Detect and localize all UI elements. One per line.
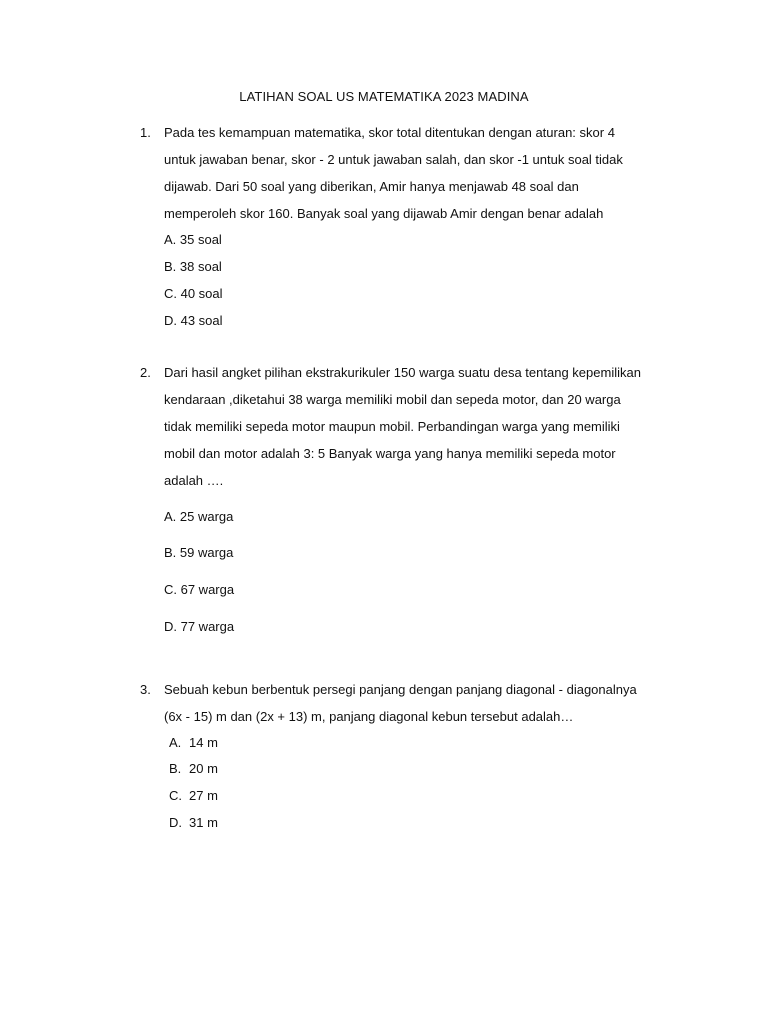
- question-3-option-c-text: 27 m: [189, 788, 218, 803]
- question-3-option-d-text: 31 m: [189, 815, 218, 830]
- question-1-option-a: A. 35 soal: [164, 232, 222, 247]
- question-1-option-c: C. 40 soal: [164, 286, 223, 301]
- question-2-line-5: adalah ….: [164, 473, 224, 488]
- question-2-option-a: A. 25 warga: [164, 509, 234, 524]
- question-3-option-a-text: 14 m: [189, 735, 218, 750]
- question-3-line-2: (6x - 15) m dan (2x + 13) m, panjang diagonal kebun tersebut adalah…: [164, 709, 574, 724]
- question-3-option-c-letter: C.: [169, 788, 182, 803]
- question-3-option-b-text: 20 m: [189, 761, 218, 776]
- question-2-option-b: B. 59 warga: [164, 545, 234, 560]
- question-2-line-4: mobil dan motor adalah 3: 5 Banyak warga yang hanya memiliki sepeda motor: [164, 446, 616, 461]
- question-1-line-1: Pada tes kemampuan matematika, skor total ditentukan dengan aturan: skor 4: [164, 125, 615, 140]
- question-3-option-a-letter: A.: [169, 735, 182, 750]
- question-3-number: 3.: [140, 682, 151, 697]
- question-1-line-4: memperoleh skor 160. Banyak soal yang dijawab Amir dengan benar adalah: [164, 206, 604, 221]
- question-1-number: 1.: [140, 125, 151, 140]
- question-2-line-2: kendaraan ,diketahui 38 warga memiliki mobil dan sepeda motor, dan 20 warga: [164, 392, 621, 407]
- question-3-option-b-letter: B.: [169, 761, 182, 776]
- question-2-option-d: D. 77 warga: [164, 619, 235, 634]
- question-2-line-1: Dari hasil angket pilihan ekstrakurikuler 150 warga suatu desa tentang kepemilikan: [164, 365, 641, 380]
- question-3-line-1: Sebuah kebun berbentuk persegi panjang dengan panjang diagonal - diagonalnya: [164, 682, 637, 697]
- question-1-option-b: B. 38 soal: [164, 259, 222, 274]
- question-2-option-c: C. 67 warga: [164, 582, 235, 597]
- question-2-number: 2.: [140, 365, 151, 380]
- question-2-line-3: tidak memiliki sepeda motor maupun mobil. Perbandingan warga yang memiliki: [164, 419, 620, 434]
- question-1-line-3: dijawab. Dari 50 soal yang diberikan, Amir hanya menjawab 48 soal dan: [164, 179, 579, 194]
- document-title: LATIHAN SOAL US MATEMATIKA 2023 MADINA: [239, 89, 529, 104]
- question-1-option-d: D. 43 soal: [164, 313, 223, 328]
- question-1-line-2: untuk jawaban benar, skor - 2 untuk jawaban salah, dan skor -1 untuk soal tidak: [164, 152, 623, 167]
- question-3-option-d-letter: D.: [169, 815, 182, 830]
